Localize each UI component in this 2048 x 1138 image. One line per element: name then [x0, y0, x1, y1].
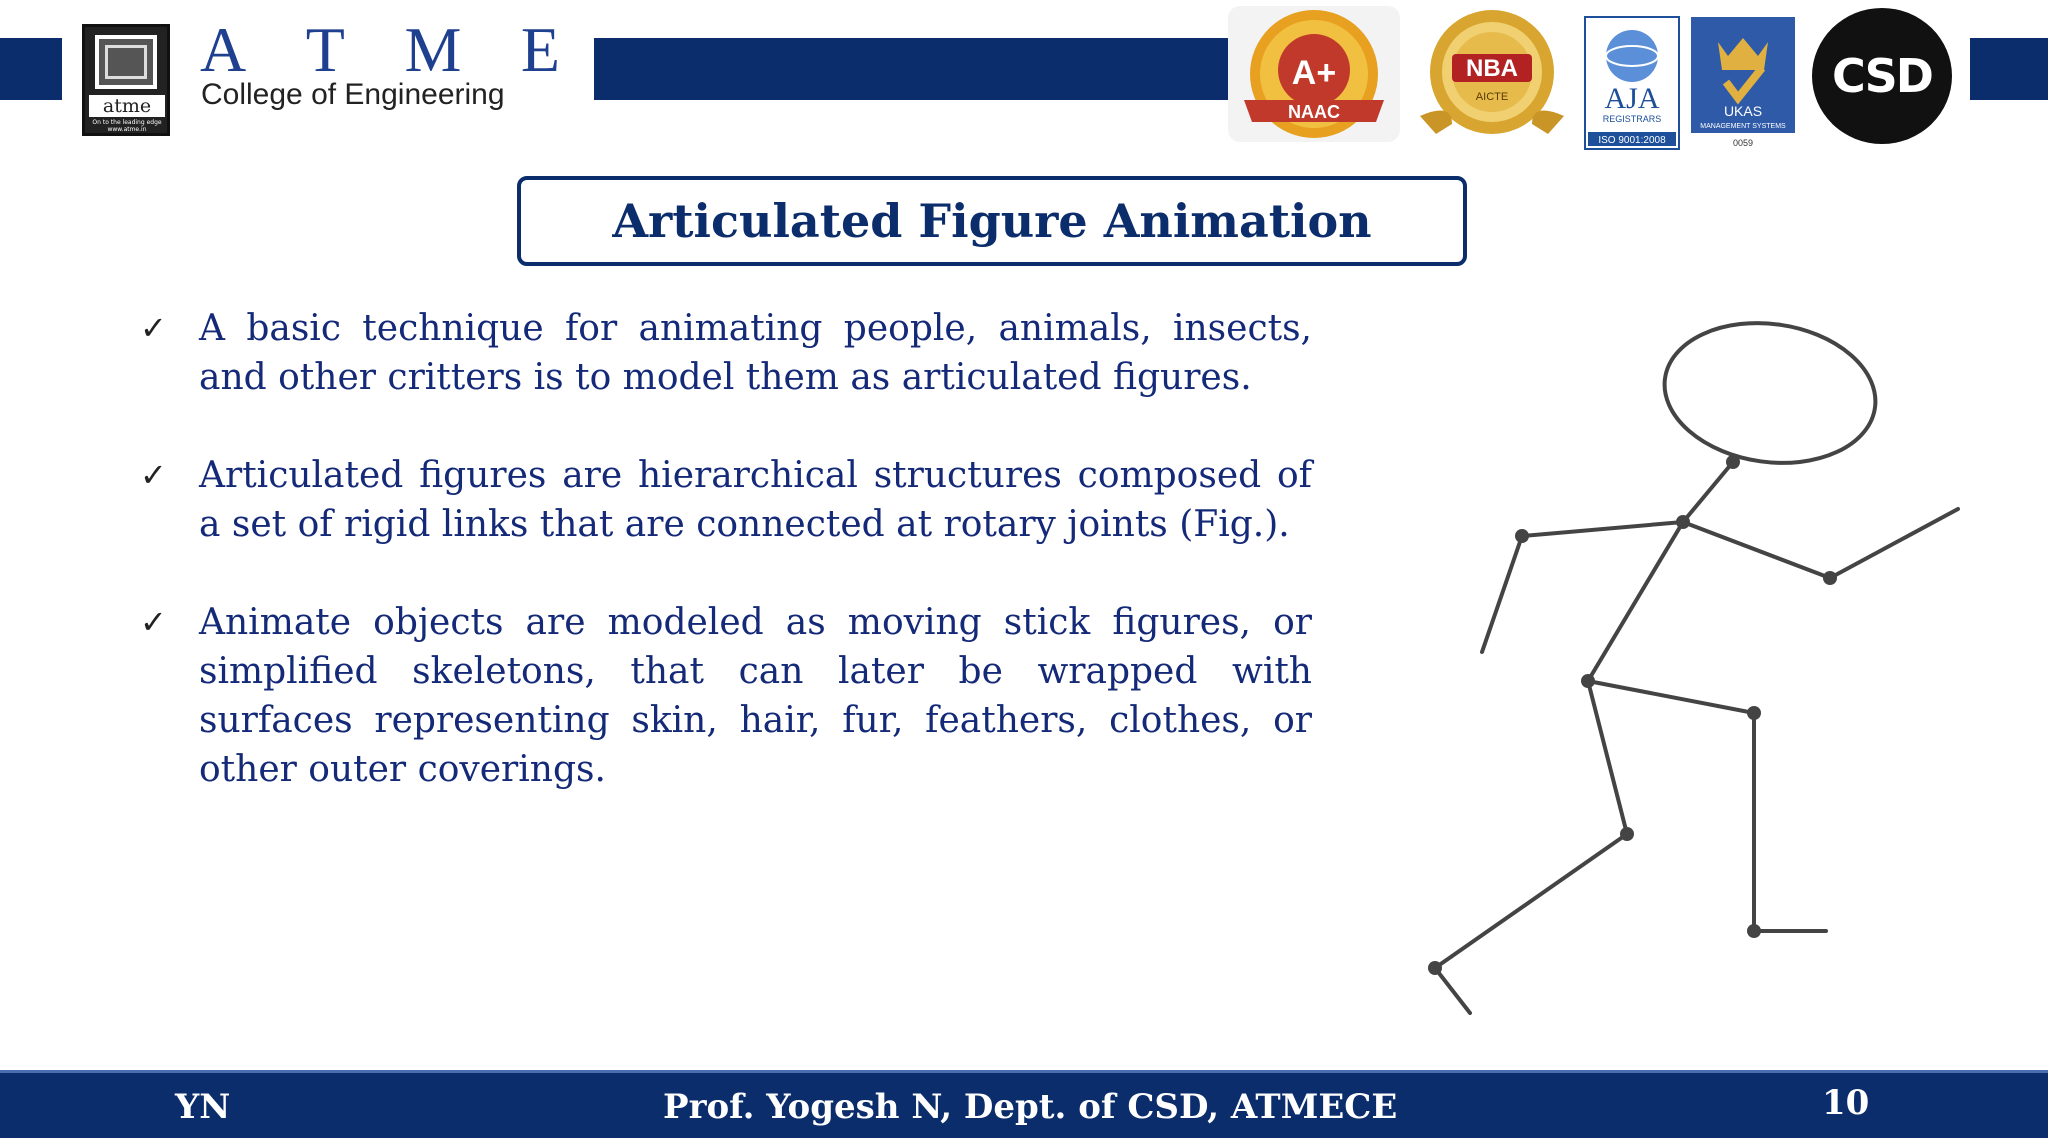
joint-shoulder [1676, 515, 1690, 529]
bullet-text: Animate objects are modeled as moving stick figures, or simplified skeletons, that can later be wrapped with surfaces representing skin, hair, fur, feathers, clothes, or other outer coverings. [199, 602, 1312, 790]
ukas-badge [1690, 16, 1796, 150]
header-bar-center [594, 38, 1228, 100]
joint-ankle-front [1747, 924, 1761, 938]
ukas-number: 0059 [1732, 138, 1754, 148]
bullet-item [140, 598, 1312, 794]
college-subtitle: College of Engineering [201, 78, 505, 111]
footer-initials: YN [175, 1087, 231, 1127]
figure-neck [1683, 462, 1733, 522]
bullet-text: Articulated figures are hierarchical structures composed of a set of rigid links that are connected at rotary joints (Fig.). [199, 455, 1312, 545]
figure-upper-arm-right [1683, 522, 1830, 578]
bullet-text: A basic technique for animating people, animals, insects, and other critters is to model them as articulated figures. [199, 308, 1312, 398]
joint-knee-front [1747, 706, 1761, 720]
college-name-letters [200, 14, 560, 86]
joint-hip [1581, 674, 1595, 688]
atme-logo [82, 24, 170, 136]
nba-sub: AICTE [1475, 91, 1509, 103]
checkmark-icon: ✓ [140, 309, 167, 347]
slide-title-box [517, 176, 1467, 266]
page-number: 10 [1822, 1083, 1870, 1123]
aja-iso: ISO 9001:2008 [1598, 135, 1666, 146]
logo-word: atme [89, 95, 165, 117]
csd-label: CSD [1832, 49, 1932, 103]
nba-label: NBA [1466, 55, 1518, 82]
bullet-list [140, 304, 1312, 843]
nba-badge [1412, 6, 1572, 140]
joint-ankle-back [1428, 961, 1442, 975]
letter-e: E [520, 14, 560, 85]
footer-author: Prof. Yogesh N, Dept. of CSD, ATMECE [663, 1087, 1398, 1127]
checkmark-icon: ✓ [140, 603, 167, 641]
csd-logo [1812, 8, 1952, 144]
figure-forearm-left [1482, 536, 1522, 652]
naac-badge [1226, 4, 1402, 144]
aja-badge [1584, 16, 1680, 150]
stick-figure-illustration [1400, 300, 1970, 1025]
joint-knee-back [1620, 827, 1634, 841]
figure-thigh-front [1588, 681, 1754, 713]
checkmark-icon: ✓ [140, 456, 167, 494]
letter-m: M [404, 14, 462, 85]
logo-emblem [95, 35, 157, 89]
figure-head [1655, 310, 1884, 476]
joint-neck [1726, 455, 1740, 469]
ukas-label: UKAS [1723, 103, 1763, 119]
bullet-item [140, 451, 1312, 549]
logo-tagline: On to the leading edge www.atme.in [92, 119, 162, 133]
figure-thigh-back [1588, 681, 1627, 834]
letter-t: T [305, 14, 345, 85]
aja-sub: REGISTRARS [1602, 114, 1662, 124]
ukas-sub: MANAGEMENT SYSTEMS [1700, 123, 1786, 130]
footer-bar [0, 1070, 2048, 1138]
header-bar-left [0, 38, 62, 100]
naac-grade: A+ [1291, 54, 1337, 92]
figure-foot-back [1435, 968, 1470, 1013]
letter-a: A [200, 14, 247, 85]
figure-spine [1588, 522, 1683, 681]
figure-upper-arm-left [1522, 522, 1683, 536]
joint-elbow-left [1515, 529, 1529, 543]
aja-label: AJA [1604, 82, 1660, 115]
figure-shin-back [1435, 834, 1627, 968]
naac-label: NAAC [1288, 102, 1340, 122]
figure-forearm-right [1830, 509, 1958, 578]
bullet-item [140, 304, 1312, 402]
joint-elbow-right [1823, 571, 1837, 585]
slide-title: Articulated Figure Animation [612, 194, 1372, 248]
header-bar-right [1970, 38, 2048, 100]
